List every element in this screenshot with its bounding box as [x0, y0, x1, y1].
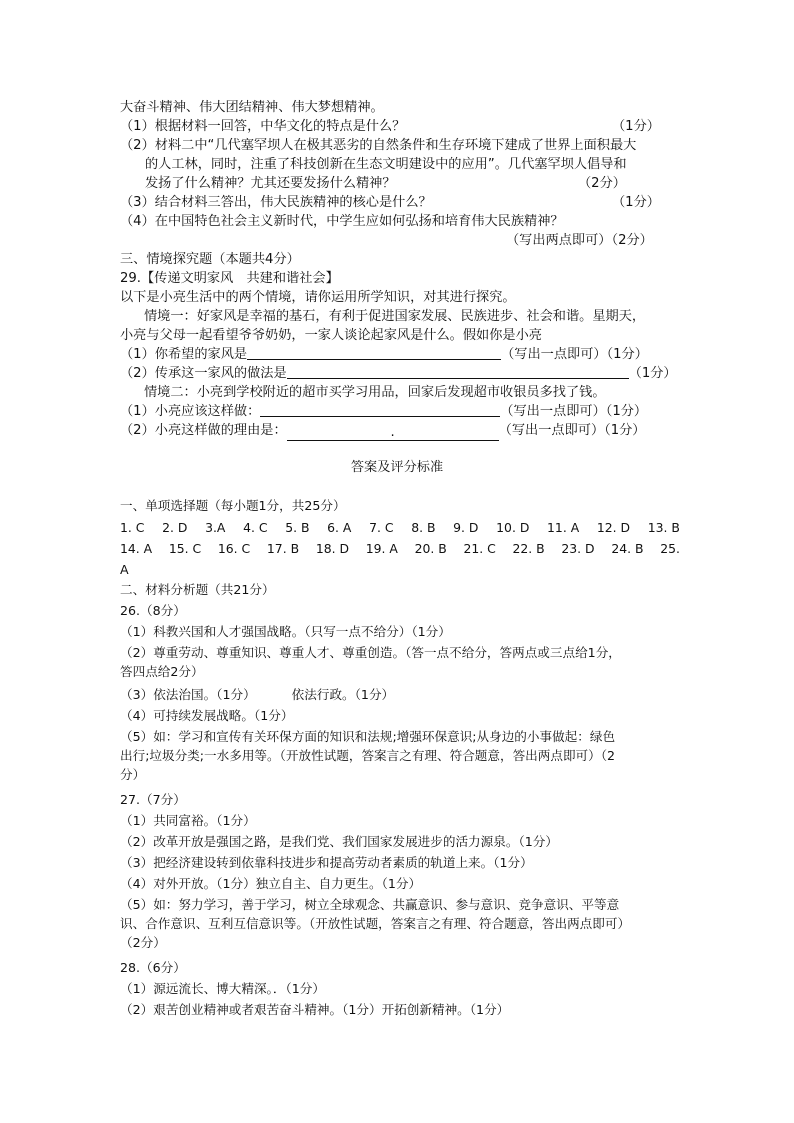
mc-row2 — [120, 539, 680, 558]
a27-item3: （3）把经济建设转到依靠科技进步和提高劳动者素质的轨道上来。（1分） — [120, 855, 533, 870]
scenario2-q1-score: （写出一点即可）（1分） — [500, 404, 648, 419]
mc-answer: 18. D — [315, 541, 349, 556]
scenario2-q1 — [120, 402, 680, 421]
answers-title: 答案及评分标准 — [350, 460, 444, 475]
mc-answer: 8. B — [411, 520, 436, 535]
scenario2-q2-label: （2）小亮这样做的理由是： — [120, 423, 287, 438]
mc-answer: 24. B — [611, 541, 644, 556]
q1-score: （1分） — [612, 119, 660, 134]
mc-answer: 13. B — [647, 520, 680, 535]
a27-item4: （4）对外开放。（1分）独立自主、自力更生。（1分） — [120, 876, 422, 891]
answer-blank[interactable] — [287, 426, 499, 441]
q29-title: 29.【传递文明家风 共建和谐社会】 — [120, 271, 339, 286]
scenario1-q2-score: （1分） — [628, 366, 677, 381]
mc-answer: 4. C — [243, 520, 268, 535]
q4-text: （4）在中国特色社会主义新时代，中学生应如何弘扬和培育伟大民族精神？ — [120, 214, 564, 229]
mc-answer: 2. D — [162, 520, 188, 535]
mc-answer: 17. B — [266, 541, 300, 556]
a26-head: 26.（8分） — [120, 603, 186, 618]
scenario1-q1-score: （写出一点即可）（1分） — [501, 347, 648, 362]
mc-answer: 25. — [660, 541, 680, 556]
a27-item5-line1: （5）如：努力学习，善于学习，树立全球观念、共赢意识、参与意识、竞争意识、平等意 — [120, 897, 620, 912]
mc-answer: 15. C — [168, 541, 202, 556]
mc-answer: 3.A — [205, 520, 226, 535]
a28-head: 28.（6分） — [120, 960, 186, 975]
a27-item1: （1）共同富裕。（1分） — [120, 813, 256, 828]
mc-answer: 16. C — [217, 541, 251, 556]
mc-answer: 9. D — [453, 520, 479, 535]
mc-row3: A — [120, 562, 129, 577]
scenario1-line1: 情境一：好家风是幸福的基石，有利于促进国家发展、民族进步、社会和谐。星期天， — [144, 309, 646, 324]
q2-line2: 的人工林，同时，注重了科技创新在生态文明建设中的应用”。几代塞罕坝人倡导和 — [145, 157, 627, 172]
a26-item3a: （3）依法治国。（1分） — [120, 687, 256, 702]
scenario2-line1: 情境二：小亮到学校附近的超市买学习用品，回家后发现超市收银员多找了钱。 — [144, 385, 606, 400]
scenario2-q2-score: （写出一点即可）（1分） — [498, 423, 646, 438]
mc-row1 — [120, 518, 680, 537]
scenario1-line2: 小亮与父母一起看望爷爷奶奶，一家人谈论起家风是什么。假如你是小亮 — [120, 328, 542, 343]
mc-answer: 20. B — [414, 541, 447, 556]
a28-item2: （2）艰苦创业精神或者艰苦奋斗精神。（1分）开拓创新精神。（1分） — [120, 1002, 510, 1017]
intro-line: 大奋斗精神、伟大团结精神、伟大梦想精神。 — [120, 100, 384, 115]
mc-answer: 7. C — [369, 520, 394, 535]
mc-answer: 23. D — [561, 541, 595, 556]
scenario2-q2 — [120, 421, 680, 440]
blank-dot: . — [390, 425, 395, 440]
a26-item5-line3: 分） — [120, 767, 146, 782]
mc-answer: 14. A — [120, 541, 153, 556]
a27-item5-line3: （2分） — [120, 935, 166, 950]
a26-item5-line2: 出行;垃圾分类;一水多用等。（开放性试题，答案言之有理、符合题意，答出两点即可）（2 — [120, 748, 616, 763]
mc-answer: 22. B — [512, 541, 545, 556]
material-heading: 二、材料分析题（共21分） — [120, 582, 275, 597]
q2-line3: 发扬了什么精神？尤其还要发扬什么精神？ — [145, 176, 396, 191]
q4-score: （写出两点即可）（2分） — [506, 233, 653, 248]
mc-answer: 1. C — [120, 520, 145, 535]
scenario1-q2-label: （2）传承这一家风的做法是 — [120, 366, 287, 381]
mc-answer: 6. A — [327, 520, 352, 535]
answer-blank[interactable] — [247, 345, 501, 360]
section3-heading: 三、情境探究题（本题共4分） — [120, 252, 300, 267]
a28-item1: （1）源远流长、博大精深。．（1分） — [120, 981, 325, 996]
a27-item2: （2）改革开放是强国之路，是我们党、我们国家发展进步的活力源泉。（1分） — [120, 834, 558, 849]
scenario2-q1-label: （1）小亮应该这样做： — [120, 404, 261, 419]
scenario1-q1 — [120, 345, 680, 364]
a26-item1: （1）科教兴国和人才强国战略。（只写一点不给分）（1分） — [120, 624, 451, 639]
mc-answer: 5. B — [285, 520, 310, 535]
q2-score: （2分） — [578, 176, 626, 191]
a26-item3 — [120, 685, 680, 704]
a26-item2-line2: 答四点给2分） — [120, 664, 204, 679]
scenario1-q1-label: （1）你希望的家风是 — [120, 347, 248, 362]
section3-intro: 以下是小亮生活中的两个情境，请你运用所学知识，对其进行探究。 — [120, 290, 516, 305]
a27-head: 27.（7分） — [120, 792, 186, 807]
a26-item5-line1: （5）如：学习和宣传有关环保方面的知识和法规;增强环保意识;从身边的小事做起：绿色 — [120, 729, 616, 744]
q3-text: （3）结合材料三答出，伟大民族精神的核心是什么？ — [120, 195, 432, 210]
mc-heading: 一、单项选择题（每小题1分，共25分） — [120, 498, 346, 513]
a26-item3b: 依法行政。（1分） — [291, 687, 395, 702]
answer-blank[interactable] — [260, 402, 500, 417]
mc-answer: 11. A — [547, 520, 580, 535]
mc-answer: 21. C — [463, 541, 496, 556]
q3-score: （1分） — [612, 195, 660, 210]
a27-item5-line2: 识、合作意识、互利互信意识等。（开放性试题，答案言之有理、符合题意，答出两点即可） — [120, 916, 631, 931]
mc-answer: 12. D — [596, 520, 631, 535]
a26-item2-line1: （2）尊重劳动、尊重知识、尊重人才、尊重创造。（答一点不给分，答两点或三点给1分， — [120, 645, 621, 660]
scenario1-q2 — [120, 364, 680, 383]
answer-blank[interactable] — [287, 364, 629, 379]
a26-item4: （4）可持续发展战略。（1分） — [120, 708, 294, 723]
mc-answer: 19. A — [365, 541, 398, 556]
q1-text: （1）根据材料一回答，中华文化的特点是什么？ — [120, 119, 406, 134]
mc-answer: 10. D — [496, 520, 530, 535]
q2-line1: （2）材料二中“几代塞罕坝人在极其恶劣的自然条件和生存环境下建成了世界上面积最大 — [120, 138, 637, 153]
